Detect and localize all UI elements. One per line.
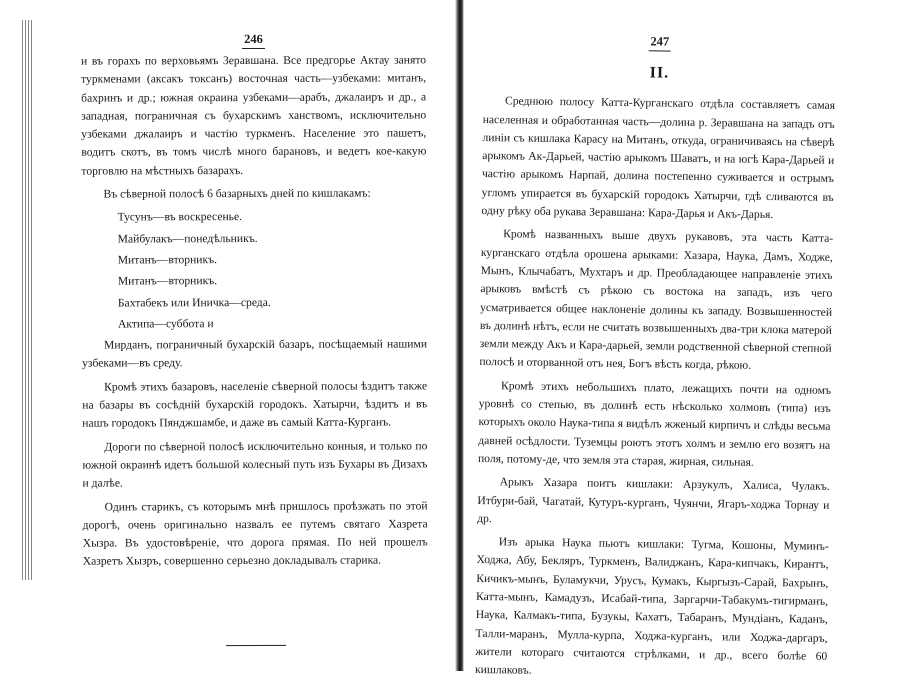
right-paragraph-1: Среднюю полосу Катта-Курганскаго отдѣла составляетъ самая населенная и обработанная часть—долина р. Зеравшана на западъ отъ линіи съ кишлака Карасу на Митанъ, откуда, ограничиваясь на сѣверѣ арыкомъ Ак-Дарьей, частію арыкомъ Шаватъ, и на югѣ Кара-Дарьей и частію арыкомъ Нарпай, долина постепенно суживается и острымъ угломъ упирается въ бухарскій городокъ Хатырчи, гдѣ сливаются въ одну рѣку оба рукава Зеравшана: Кара-Дарья и Акъ-Дарья. [481, 94, 836, 222]
bazaar-item: Митанъ—вторникъ. [117, 274, 218, 288]
right-page-number: 247 [484, 30, 836, 57]
left-paragraph-4: Кромѣ этихъ базаровъ, населеніе сѣверной полосы ѣздитъ также на базары въ сосѣдній бухарскій городокъ. Хатырчи, ѣздитъ и въ нашъ городокъ Пянджшамбе, и даже въ самый Катта-Курганъ. [82, 379, 428, 430]
bazaar-item: Митанъ—вторникъ. [117, 253, 218, 267]
book-gutter [455, 0, 464, 671]
right-paragraph-5: Изъ арыка Наука пьютъ кишлаки: Тугма, Кошоны, Муминъ-Ходжа, Абу, Бекляръ, Туркменъ, Валиджанъ, Кара-кипчакъ, Кирантъ, Кичикъ-мынъ, Буламукчи, Урусъ, Кумакъ, Кыргызъ-Сарай, Бахрынъ, Катта-мынъ, Камадузъ, Исабай-типа, Заргарчи-Табакумъ-тигирманъ, Наука, Калмакъ-типа, Бузукы, Кахатъ, Табаранъ, Мундіанъ, Каданъ, Талли-маранъ, Мулла-курпа, Ходжа-курганъ, или Ходжа-даргаръ, жители котораго считаются стрѣлками, и др., всего болѣе 60 кишлаковъ. [474, 535, 829, 677]
bazaar-item: Майбулакъ—понедѣльникъ. [117, 231, 258, 246]
bazaar-item: Актипа—суббота и [117, 317, 214, 331]
bazaar-item: Тусунъ—въ воскресенье. [117, 210, 243, 224]
end-rule [226, 645, 286, 646]
right-page [475, 30, 836, 689]
left-paragraph-6: Одинъ старикъ, съ которымъ мнѣ пришлось проѣзжать по этой дорогѣ, очень оригинально назвалъ ее путемъ святаго Хазрета Хызра. Въ удостовѣреніе, что дорога прямая. По ней прошелъ Хазретъ Хызръ, совершенно серьезно докладывалъ старика. [82, 498, 428, 569]
left-paragraph-1: и въ горахъ по верховьямъ Зеравшана. Все предгорье Актау занято туркменами (аксакъ токсанъ) восточная часть—узбеками: митанъ, бахринъ и др.; южная окраина узбеками—арабъ, джалаиръ и др., а западная, пограничная съ бухарскимъ ханствомъ, исключительно узбеками джалаиръ и частію туркменъ. Население это пашетъ, водитъ скотъ, въ томъ числѣ много барановъ, и ведетъ кое-какую торговлю на мѣстныхъ базарахъ. [81, 53, 427, 178]
left-paragraph-2: Въ сѣверной полосѣ 6 базарныхъ дней по кишлакамъ: [103, 186, 371, 201]
left-page [81, 29, 428, 646]
left-paragraph-3: Мирданъ, пограничный бухарскій базаръ, посѣщаемый нашими узбеками—въ среду. [82, 337, 428, 371]
right-paragraph-2: Кромѣ названныхъ выше двухъ рукавовъ, эта часть Катта-курганскаго отдѣла орошена арыками: Хазара, Наука, Дамъ, Ходже, Мынъ, Клычабатъ, Мухтаръ и др. Преобладающее направленіе этихъ арыковъ вмѣстѣ съ рѣкою съ востока на западъ, изъ чего усматривается общее наклоненіе долины къ западу. Возвышенностей въ долинѣ нѣтъ, если не считать возвышенныхъ два-три клока матерой земли между Акъ и Кара-дарьей, земли родственной сѣверной степной полосѣ и оторванной отъ нея, Богъ вѣсть когда, рѣкою. [479, 227, 834, 373]
section-heading: II. [649, 64, 670, 82]
page-edge-left [22, 20, 32, 580]
right-paragraph-4: Арыкъ Хазара поитъ кишлаки: Арзукулъ, Халиса, Чулакъ. Итбури-бай, Чагатай, Кутуръ-курганъ, Чуянчи, Ягаръ-ходжа Торнау и др. [477, 475, 830, 525]
left-page-number: 246 [81, 29, 426, 52]
bazaar-item: Бахтабекъ или Иничка—среда. [117, 295, 271, 310]
left-paragraph-5: Дороги по сѣверной полосѣ исключительно конныя, и только по южной окраинѣ идетъ большой колесный путь изъ Бухары въ Дизахъ и далѣе. [82, 439, 428, 490]
right-paragraph-3: Кромѣ этихъ небольшихъ плато, лежащихъ почти на одномъ уровнѣ со степью, въ долинѣ есть нѣсколько холмовъ (типа) изъ которыхъ около Наука-типа я видѣлъ жженый кирпичъ и слѣды весьма давней осѣдлости. Туземцы роютъ этотъ холмъ и землю его возятъ на поля, потому-де, что земля эта старая, жирная, сильная. [477, 379, 832, 469]
